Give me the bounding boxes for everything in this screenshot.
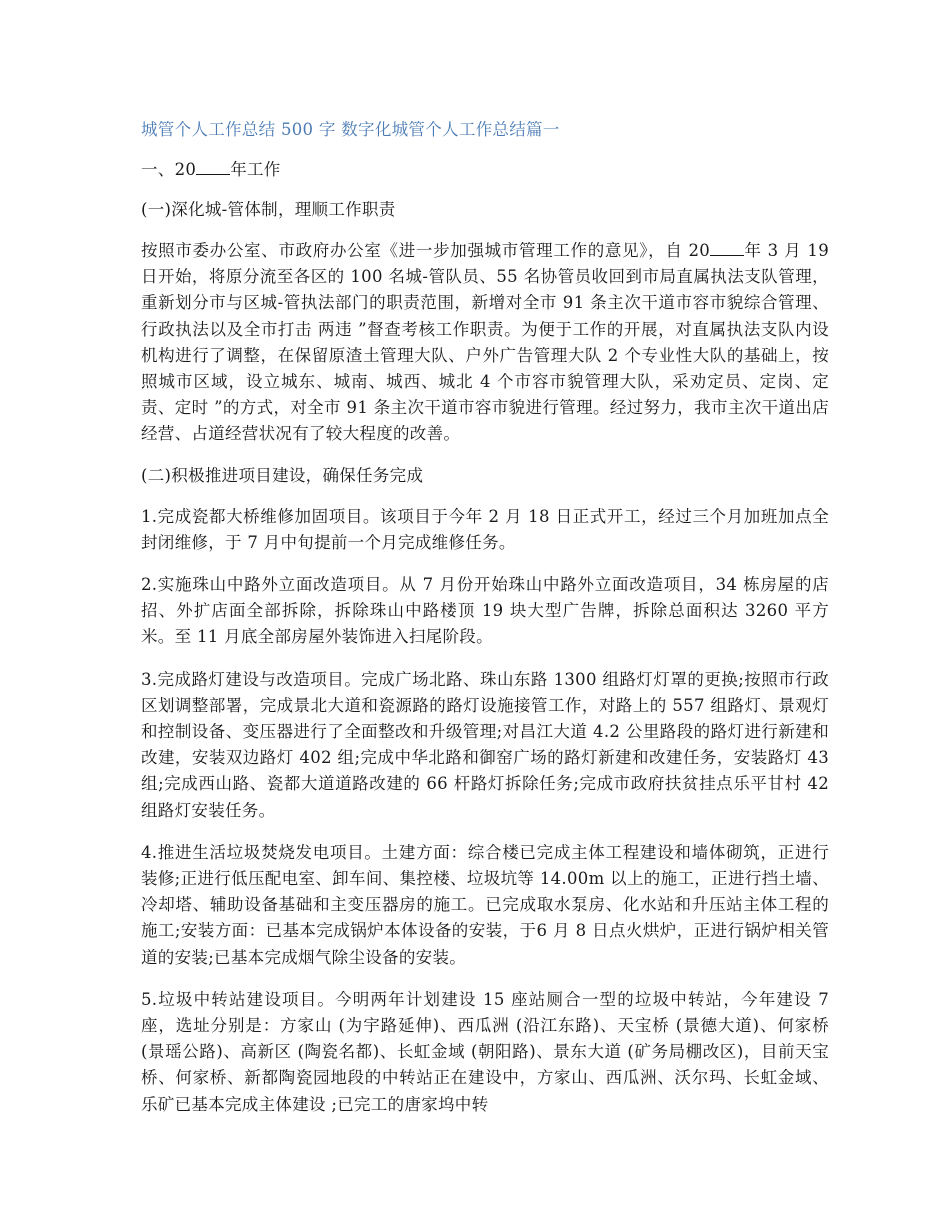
paragraph-item-2: 2.实施珠山中路外立面改造项目。从 7 月份开始珠山中路外立面改造项目，34 栋房屋的店招、外扩店面全部拆除，拆除珠山中路楼顶 19 块大型广告牌，拆除总面积达 3260 平方米。至 11 月底全部房屋外装饰进入扫尾阶段。	[141, 575, 829, 647]
section-heading-suffix: 年工作	[230, 160, 281, 179]
subsection-heading-2: (二)积极推进项目建设，确保任务完成	[141, 465, 424, 485]
paragraph-intro-start: 按照市委办公室、市政府办公室《进一步加强城市管理工作的意见》，自 20	[141, 241, 711, 260]
paragraph-intro-rest: 年 3 月 19 日开始，将原分流至各区的 100 名城-管队员、55 名协管员收回到市局直属执法支队管理，重新划分市与区城-管执法部门的职责范围，新增对全市 91 条主次干道市容市貌综合管理、行政执法以及全市打击 两违 ”督查考核工作职责。为便于工作的开展，对直属执法支队内设机构进行了调整，在保留原渣土管理大队、户外广告管理大队 2 个专业性大队的基础上，按照城市区域，设立城东、城南、城西、城北 4 个市容市貌管理大队，采劝定员、定岗、定责、定时 ”的方式，对全市 91 条主次干道市容市貌进行管理。经过努力，我市主次干道出店经营、占道经营状况有了较大程度的改善。	[141, 241, 829, 444]
paragraph-item-3: 3.完成路灯建设与改造项目。完成广场北路、珠山东路 1300 组路灯灯罩的更换;按照市行政区划调整部署，完成景北大道和瓷源路的路灯设施接管工作，对路上的 557 组路灯、景观灯和控制设备、变压器进行了全面整改和升级管理;对昌江大道 4.2 公里路段的路灯进行新建和改建，安装双边路灯 402 组;完成中华北路和御窑广场的路灯新建和改建任务，安装路灯 43 组;完成西山路、瓷都大道道路改建的 66 杆路灯拆除任务;完成市政府扶贫挂点乐平甘村 42 组路灯安装任务。	[141, 669, 829, 820]
blank-line	[710, 240, 744, 256]
section-heading-prefix: 一、20	[141, 160, 197, 179]
paragraph-item-4: 4.推进生活垃圾焚烧发电项目。土建方面：综合楼已完成主体工程建设和墙体砌筑，正进行装修;正进行低压配电室、卸车间、集控楼、垃圾坑等 14.00m 以上的施工，正进行挡土墙、冷却塔、辅助设备基础和主变压器房的施工。已完成取水泵房、化水站和升压站主体工程的施工;安装方面：已基本完成锅炉本体设备的安装，于6 月 8 日点火烘炉，正进行锅炉相关管道的安装;已基本完成烟气除尘设备的安装。	[141, 842, 829, 967]
paragraph-item-5: 5.垃圾中转站建设项目。今明两年计划建设 15 座站厕合一型的垃圾中转站，今年建设 7 座，选址分别是：方家山 (为宇路延伸)、西瓜洲 (沿江东路)、天宝桥 (景德大道)、何家桥 (景瑶公路)、高新区 (陶瓷名都)、长虹金域 (朝阳路)、景东大道 (矿务局棚改区)，目前天宝桥、何家桥、新都陶瓷园地段的中转站正在建设中，方家山、西瓜洲、沃尔玛、长虹金域、乐矿已基本完成主体建设 ;已完工的唐家坞中转	[141, 989, 829, 1114]
document-title: 城管个人工作总结 500 字 数字化城管个人工作总结篇一	[141, 120, 560, 139]
paragraph-intro	[141, 238, 829, 448]
paragraph-item-1: 1.完成瓷都大桥维修加固项目。该项目于今年 2 月 18 日正式开工，经过三个月加班加点全封闭维修，于 7 月中旬提前一个月完成维修任务。	[141, 506, 829, 552]
subsection-heading-1: (一)深化城-管体制，理顺工作职责	[141, 200, 396, 219]
document-page	[141, 118, 829, 1134]
section-heading	[141, 158, 829, 182]
blank-line	[196, 159, 230, 175]
